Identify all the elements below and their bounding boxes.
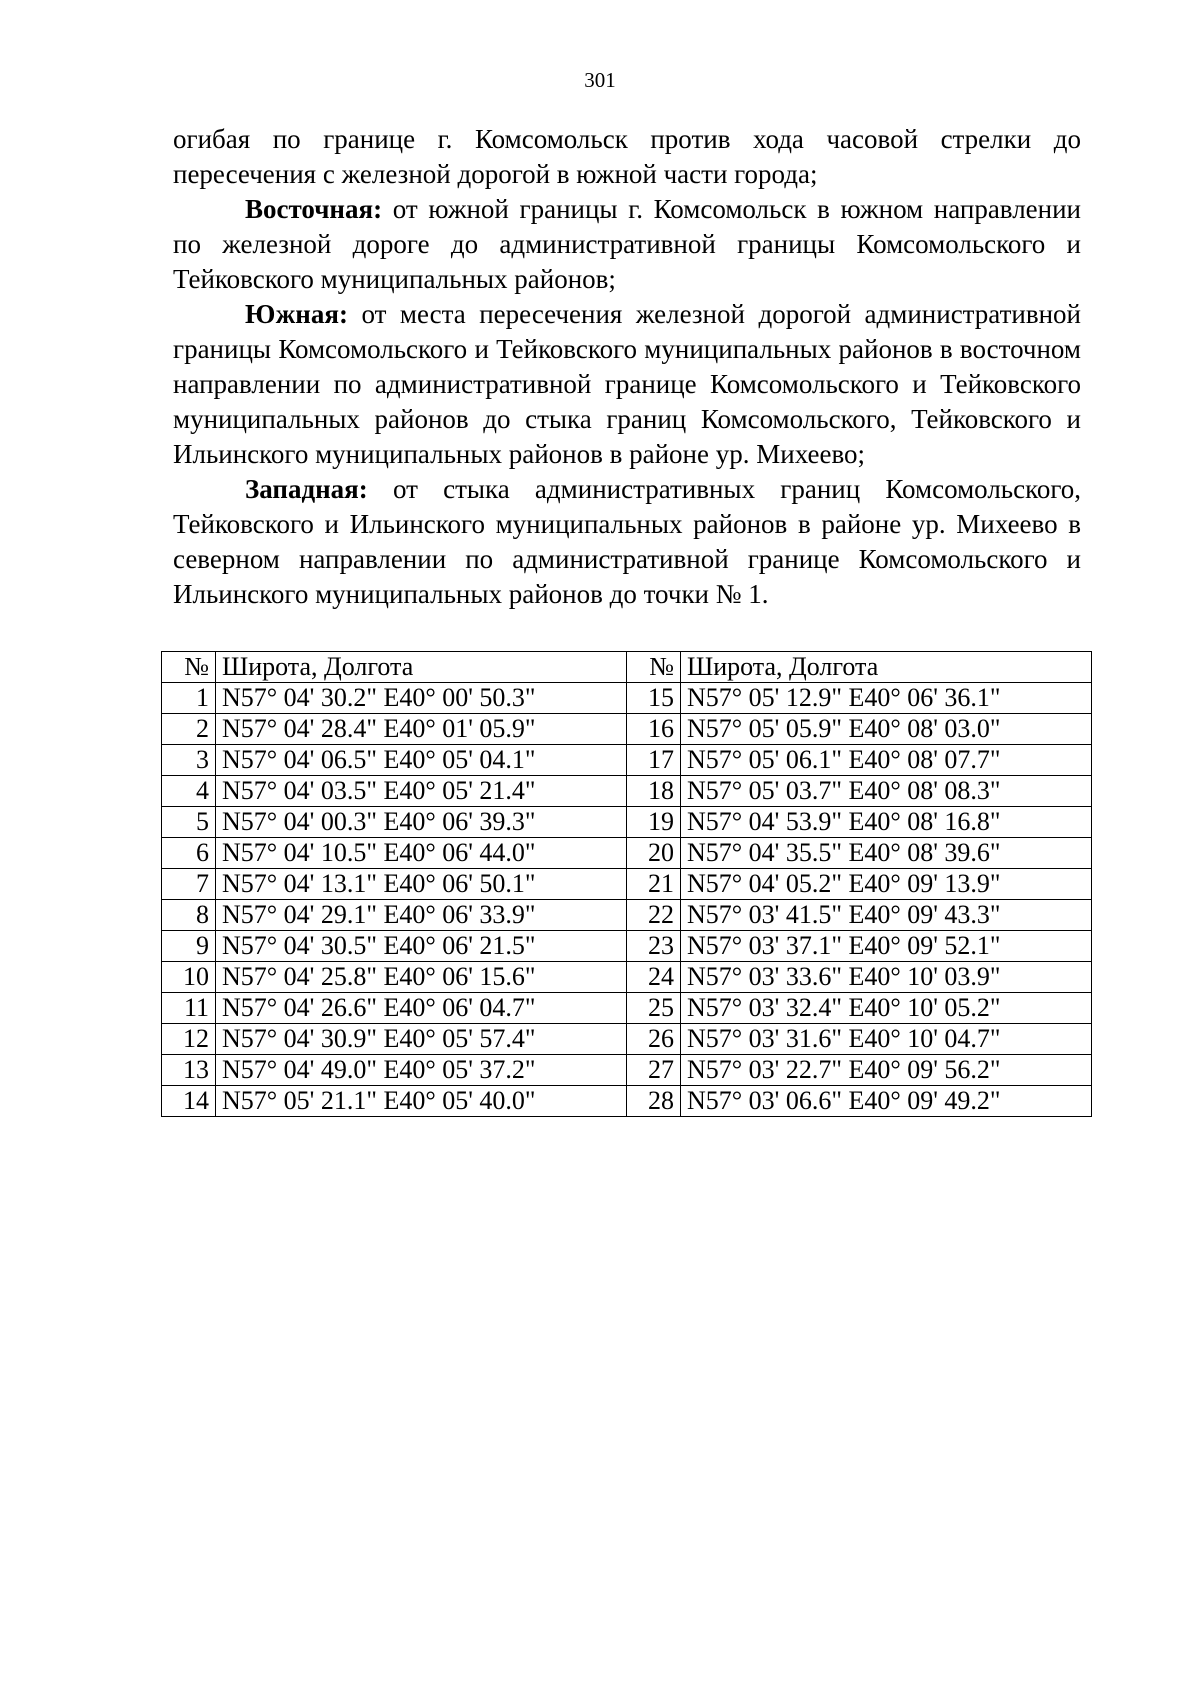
- row-number-left: 10: [162, 962, 216, 993]
- row-coordinates-left: N57° 04' 25.8" E40° 06' 15.6": [216, 962, 627, 993]
- row-coordinates-right: N57° 05' 12.9" E40° 06' 36.1": [681, 683, 1092, 714]
- row-number-left: 14: [162, 1086, 216, 1117]
- row-number-left: 7: [162, 869, 216, 900]
- row-number-left: 5: [162, 807, 216, 838]
- row-coordinates-left: N57° 04' 10.5" E40° 06' 44.0": [216, 838, 627, 869]
- row-coordinates-right: N57° 03' 06.6" E40° 09' 49.2": [681, 1086, 1092, 1117]
- paragraph-text: от места пересечения железной дорогой административной границы Комсомольского и Тейковского муниципальных районов в восточном направлении по административной границе Комсомольского и Тейковского муниципальных районов до стыка границ Комсомольского, Тейковского и Ильинского муниципальных районов в районе ур. Михеево;: [173, 299, 1081, 469]
- row-number-right: 18: [627, 776, 681, 807]
- table-row: [162, 838, 1092, 869]
- row-number-right: 28: [627, 1086, 681, 1117]
- row-coordinates-left: N57° 04' 30.5" E40° 06' 21.5": [216, 931, 627, 962]
- row-number-right: 17: [627, 745, 681, 776]
- row-number-left: 3: [162, 745, 216, 776]
- row-number-right: 26: [627, 1024, 681, 1055]
- row-number-right: 25: [627, 993, 681, 1024]
- row-coordinates-left: N57° 05' 21.1" E40° 05' 40.0": [216, 1086, 627, 1117]
- row-coordinates-right: N57° 04' 05.2" E40° 09' 13.9": [681, 869, 1092, 900]
- row-number-right: 20: [627, 838, 681, 869]
- table-row: [162, 869, 1092, 900]
- row-number-right: 23: [627, 931, 681, 962]
- header-coordinates-right: Широта, Долгота: [681, 652, 1092, 683]
- row-coordinates-left: N57° 04' 03.5" E40° 05' 21.4": [216, 776, 627, 807]
- table-row: [162, 900, 1092, 931]
- row-coordinates-right: N57° 05' 06.1" E40° 08' 07.7": [681, 745, 1092, 776]
- paragraph-continuation: [173, 122, 1081, 192]
- table-row: [162, 1024, 1092, 1055]
- row-coordinates-left: N57° 04' 29.1" E40° 06' 33.9": [216, 900, 627, 931]
- row-number-right: 21: [627, 869, 681, 900]
- row-coordinates-right: N57° 03' 41.5" E40° 09' 43.3": [681, 900, 1092, 931]
- row-number-right: 24: [627, 962, 681, 993]
- row-number-left: 6: [162, 838, 216, 869]
- table-row: [162, 931, 1092, 962]
- paragraph-text: огибая по границе г. Комсомольск против хода часовой стрелки до пересечения с железной дорогой в южной части города;: [173, 124, 1081, 189]
- paragraph-label: Западная:: [245, 474, 368, 504]
- row-coordinates-left: N57° 04' 30.2" E40° 00' 50.3": [216, 683, 627, 714]
- row-number-left: 11: [162, 993, 216, 1024]
- table-row: [162, 1086, 1092, 1117]
- row-number-left: 4: [162, 776, 216, 807]
- row-coordinates-right: N57° 05' 03.7" E40° 08' 08.3": [681, 776, 1092, 807]
- table-row: [162, 714, 1092, 745]
- page-number: 301: [584, 68, 616, 92]
- paragraph-south-boundary: [173, 297, 1081, 472]
- paragraph-text: от южной границы г. Комсомольск в южном направлении по железной дороге до административной границы Комсомольского и Тейковского муниципальных районов;: [173, 194, 1081, 294]
- paragraph-text: от стыка административных границ Комсомольского, Тейковского и Ильинского муниципальных районов в районе ур. Михеево в северном направлении по административной границе Комсомольского и Ильинского муниципальных районов до точки № 1.: [173, 474, 1081, 609]
- table-row: [162, 1055, 1092, 1086]
- row-number-left: 13: [162, 1055, 216, 1086]
- paragraph-east-boundary: [173, 192, 1081, 297]
- row-coordinates-left: N57° 04' 49.0" E40° 05' 37.2": [216, 1055, 627, 1086]
- header-number-right: №: [627, 652, 681, 683]
- row-coordinates-left: N57° 04' 00.3" E40° 06' 39.3": [216, 807, 627, 838]
- row-number-left: 2: [162, 714, 216, 745]
- table-row: [162, 683, 1092, 714]
- row-coordinates-left: N57° 04' 30.9" E40° 05' 57.4": [216, 1024, 627, 1055]
- document-body: [173, 122, 1081, 612]
- table-header-row: [162, 652, 1092, 683]
- row-coordinates-right: N57° 03' 31.6" E40° 10' 04.7": [681, 1024, 1092, 1055]
- coordinates-table: [161, 651, 1092, 1117]
- row-coordinates-left: N57° 04' 28.4" E40° 01' 05.9": [216, 714, 627, 745]
- table-row: [162, 807, 1092, 838]
- row-number-left: 9: [162, 931, 216, 962]
- row-number-left: 1: [162, 683, 216, 714]
- table-row: [162, 745, 1092, 776]
- row-coordinates-right: N57° 03' 37.1" E40° 09' 52.1": [681, 931, 1092, 962]
- row-coordinates-right: N57° 04' 53.9" E40° 08' 16.8": [681, 807, 1092, 838]
- row-number-right: 19: [627, 807, 681, 838]
- row-coordinates-left: N57° 04' 26.6" E40° 06' 04.7": [216, 993, 627, 1024]
- paragraph-label: Южная:: [245, 299, 348, 329]
- row-coordinates-right: N57° 03' 32.4" E40° 10' 05.2": [681, 993, 1092, 1024]
- table-row: [162, 962, 1092, 993]
- coordinates-table-body: [162, 683, 1092, 1117]
- table-row: [162, 993, 1092, 1024]
- table-row: [162, 776, 1092, 807]
- row-coordinates-right: N57° 03' 33.6" E40° 10' 03.9": [681, 962, 1092, 993]
- row-coordinates-left: N57° 04' 06.5" E40° 05' 04.1": [216, 745, 627, 776]
- header-number-left: №: [162, 652, 216, 683]
- row-number-right: 16: [627, 714, 681, 745]
- header-coordinates-left: Широта, Долгота: [216, 652, 627, 683]
- row-coordinates-right: N57° 03' 22.7" E40° 09' 56.2": [681, 1055, 1092, 1086]
- row-coordinates-right: N57° 05' 05.9" E40° 08' 03.0": [681, 714, 1092, 745]
- row-number-right: 27: [627, 1055, 681, 1086]
- row-coordinates-right: N57° 04' 35.5" E40° 08' 39.6": [681, 838, 1092, 869]
- row-number-right: 22: [627, 900, 681, 931]
- row-number-right: 15: [627, 683, 681, 714]
- row-number-left: 8: [162, 900, 216, 931]
- paragraph-west-boundary: [173, 472, 1081, 612]
- row-number-left: 12: [162, 1024, 216, 1055]
- paragraph-label: Восточная:: [245, 194, 383, 224]
- row-coordinates-left: N57° 04' 13.1" E40° 06' 50.1": [216, 869, 627, 900]
